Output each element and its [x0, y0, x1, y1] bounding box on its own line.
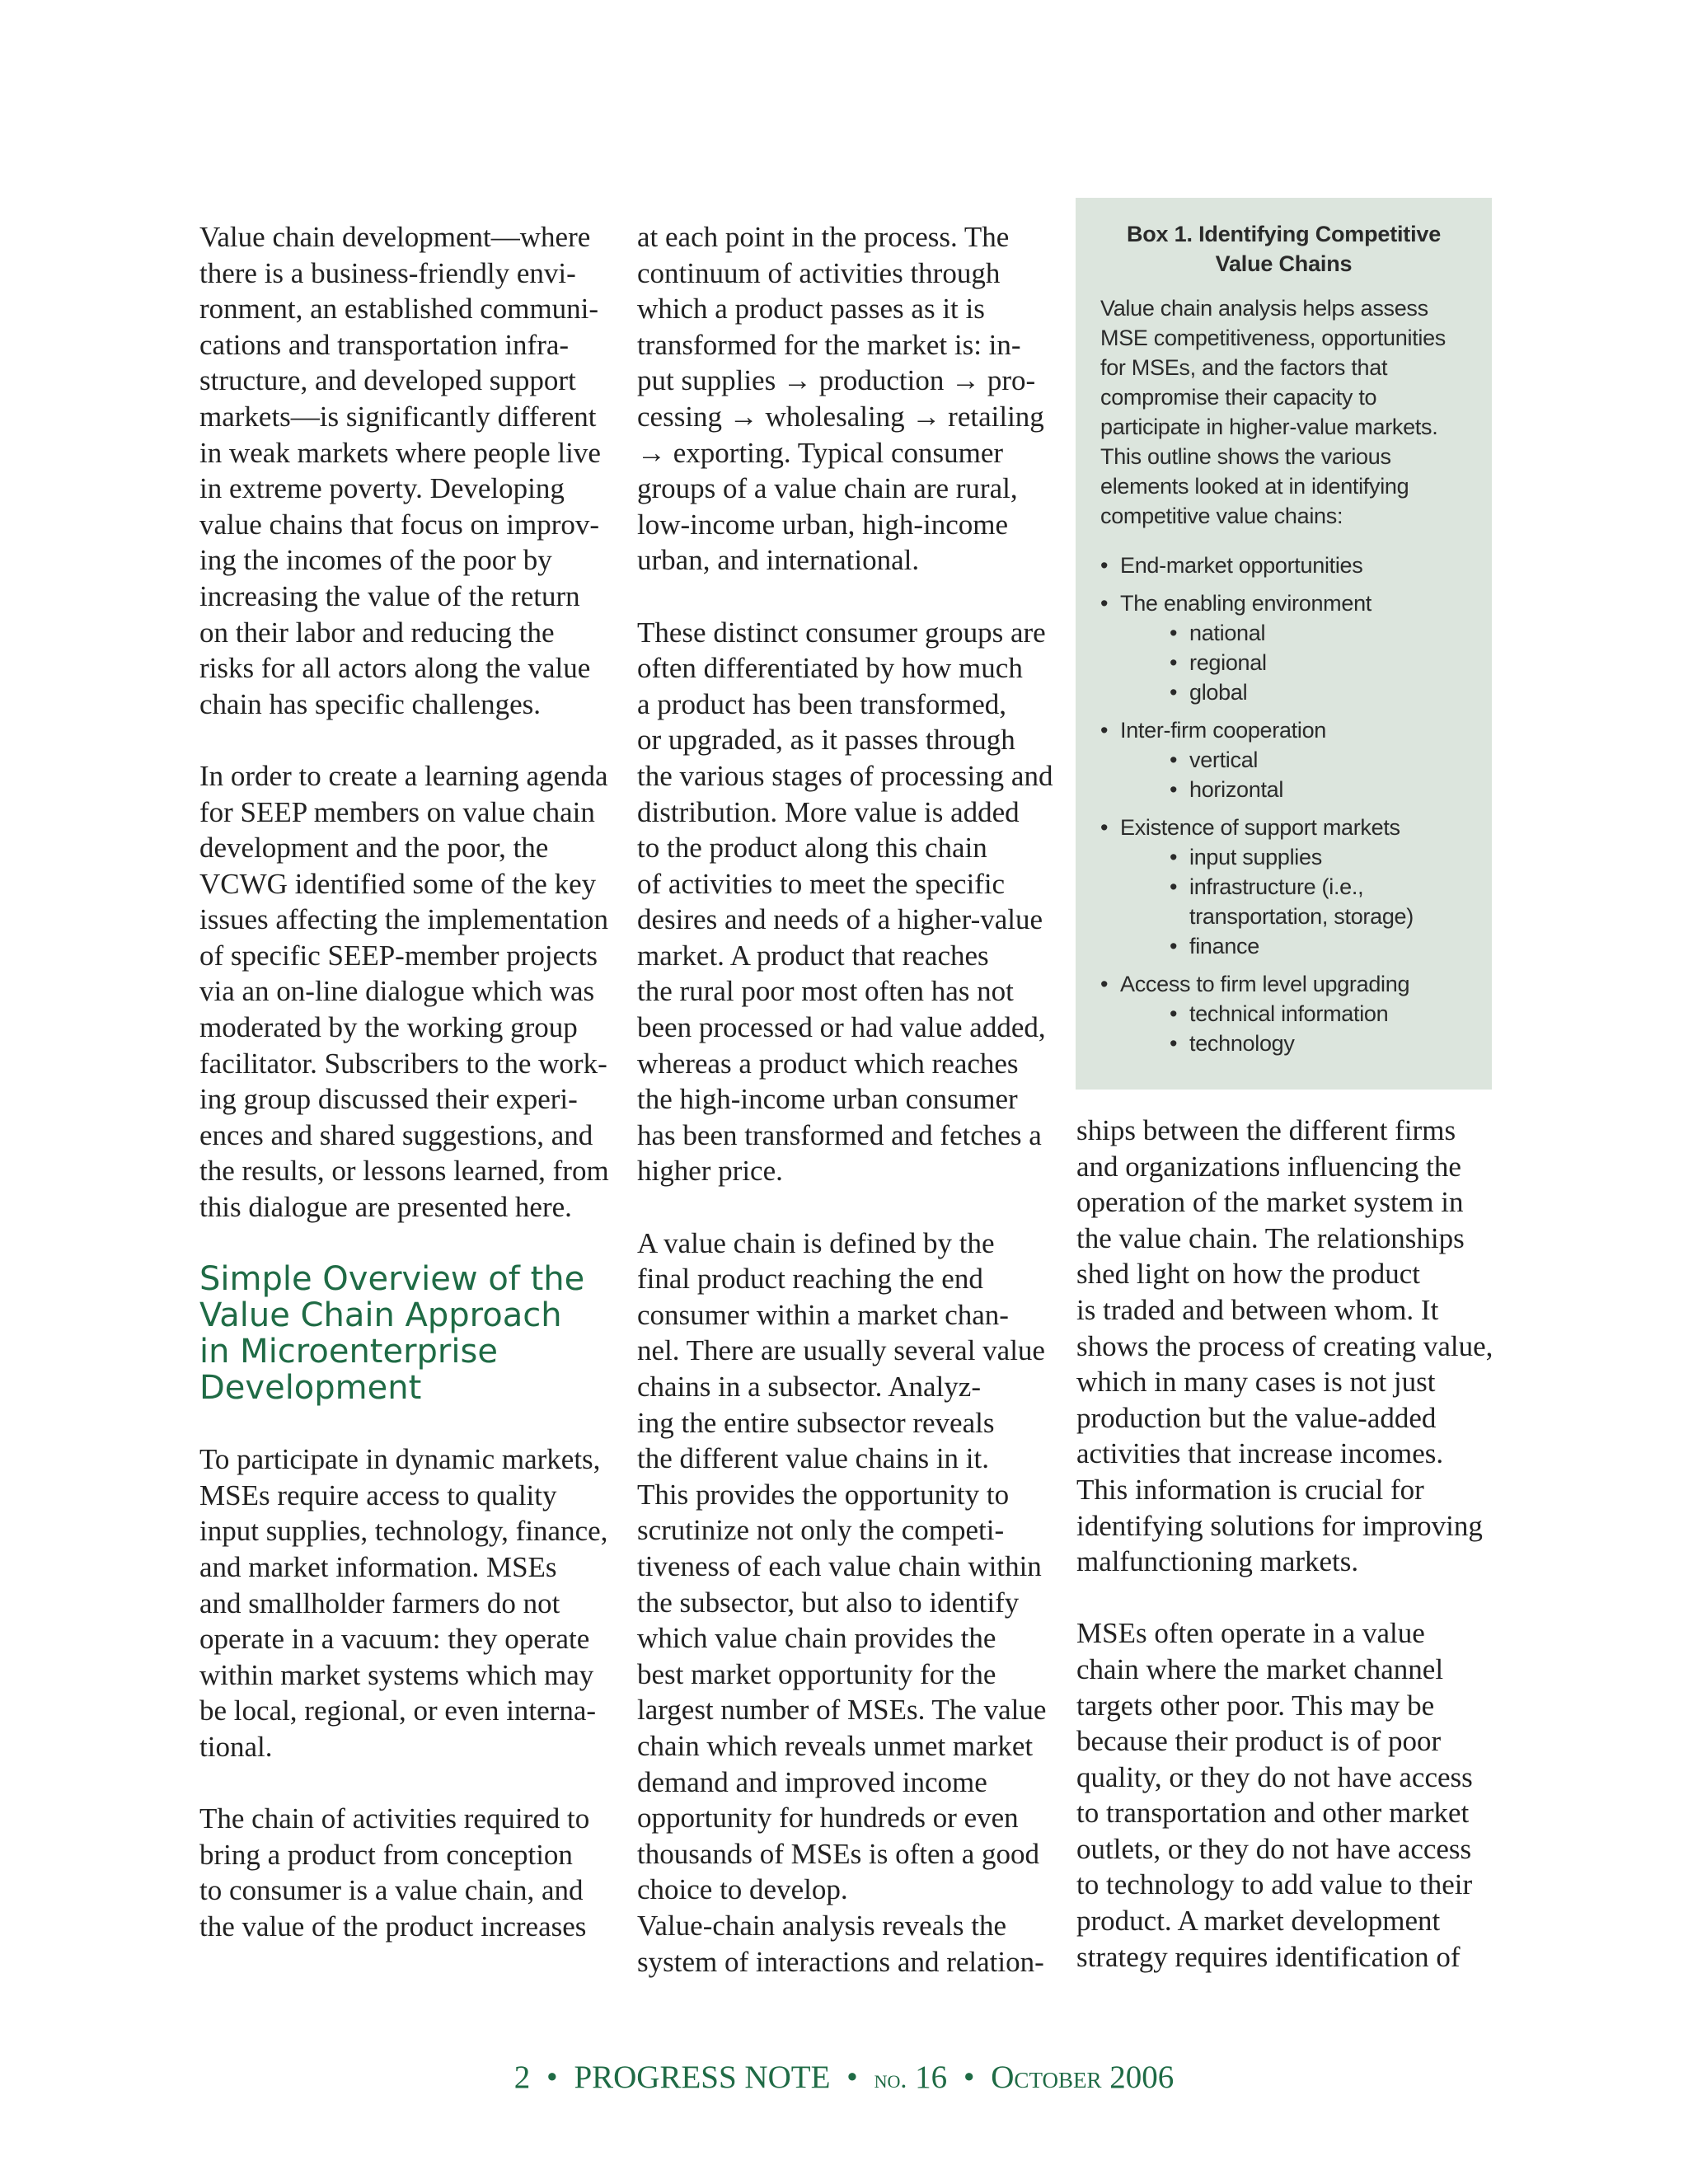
separator-dot: • — [846, 2060, 858, 2095]
body-paragraph: To participate in dynamic markets, MSEs require access to quality input supplies, technology, finance, and market information. MSEs and smallholder farmers do not operate in a vacuum: they operate within market systems which may be local, regional, or even interna- tional. — [199, 1443, 608, 1763]
sub-list-item: • technical information — [1170, 999, 1467, 1029]
list-item — [1100, 715, 1467, 804]
sub-list-item: • regional — [1170, 648, 1467, 677]
list-item-label: Inter-firm cooperation — [1120, 718, 1327, 743]
body-paragraph: Value chain development—where there is a business-friendly envi- ronment, an established communi- cations and transportation infra- structure, and developed support markets—is significantly different in weak markets where people live in extreme poverty. Developing value chains that focus on improv- ing the incomes of the poor by increasing the value of the return on their labor and reducing the risks for all actors along the value chain has specific challenges. — [199, 221, 601, 720]
separator-dot: • — [963, 2060, 975, 2095]
box-outline-list — [1100, 551, 1467, 1058]
page-number: 2 — [513, 2060, 531, 2095]
list-item — [1100, 969, 1467, 1058]
issue-prefix: no. — [874, 2064, 907, 2093]
sub-list-item: • technology — [1170, 1029, 1467, 1058]
sub-list-item: • global — [1170, 677, 1467, 707]
list-item — [1100, 588, 1467, 707]
body-paragraph: In order to create a learning agenda for SEEP members on value chain development and the poor, the VCWG identified some of the key issues affecting the implementation of specific SEEP-member projects via an on-line dialogue which was moderated by the working group facilitator. Subscribers to the work- ing group discussed their experi- ences and shared suggestions, and the results, or lessons learned, from this dialogue are presented here. — [199, 759, 609, 1224]
section-heading: Simple Overview of the Value Chain Approach in Microenterprise Development — [199, 1260, 585, 1408]
list-item — [1100, 813, 1467, 961]
sub-list-item: • horizontal — [1170, 775, 1467, 804]
body-paragraph: The chain of activities required to bring a product from conception to consumer is a value chain, and the value of the product increases — [199, 1802, 590, 1943]
body-paragraph: at each point in the process. The continuum of activities through which a product passes as it is transformed for the market is: in- put supplies → production → pro- cessing → wholesaling → retailing → exporting. Typical consumer groups of a value chain are rural, low-income urban, high-income urban, and international. — [637, 221, 1044, 577]
sub-list — [1120, 842, 1467, 961]
list-item-label: End-market opportunities — [1120, 553, 1363, 578]
list-item — [1100, 551, 1467, 580]
right-column — [1076, 1113, 1497, 1975]
body-paragraph: MSEs often operate in a value chain where the market channel targets other poor. This may be because their product is of poor quality, or they do not have access to transportation and other market outlets, or they do not have access to technology to add value to their product. A market development strategy requires identification of — [1076, 1617, 1473, 1973]
separator-dot: • — [546, 2060, 558, 2095]
body-paragraph: These distinct consumer groups are often differentiated by how much a product has been transformed, or upgraded, as it passes through the various stages of processing and distribution. More value is added to the product along this chain of activities to meet the specific desires and needs of a higher-value market. A product that reaches the rural poor most often has not been processed or had value added, whereas a product which reaches the high-income urban consumer has been transformed and fetches a higher price. — [637, 616, 1053, 1188]
issue-number: 16 — [915, 2060, 948, 2095]
box-intro: Value chain analysis helps assess MSE competitiveness, opportunities for MSEs, and the factors that compromise their capacity to participate in higher-value markets. This outline shows the various elements looked at in identifying competitive value chains: — [1100, 296, 1447, 528]
sub-list — [1120, 745, 1467, 804]
page-footer — [0, 2059, 1688, 2096]
sub-list-item: • finance — [1170, 931, 1467, 961]
body-paragraph: ships between the different firms and organizations influencing the operation of the market system in the value chain. The relationships shed light on how the product is traded and between whom. It shows the process of creating value, which in many cases is not just production but the value-added activities that increase incomes. This information is crucial for identifying solutions for improving malfunctioning markets. — [1076, 1114, 1493, 1578]
body-paragraph: Value-chain analysis reveals the system of interactions and relation- — [637, 1909, 1044, 1978]
publication-title: PROGRESS NOTE — [574, 2060, 831, 2095]
list-item-label: Access to firm level upgrading — [1120, 972, 1410, 996]
sub-list-item: • input supplies — [1170, 842, 1467, 872]
sidebar-box — [1076, 198, 1492, 1090]
issue-date: October 2006 — [991, 2060, 1175, 2095]
list-item-label: Existence of support markets — [1120, 815, 1400, 840]
sub-list-item: • vertical — [1170, 745, 1467, 775]
sub-list-item: • infrastructure (i.e., transportation, storage) — [1170, 872, 1467, 931]
sub-list — [1120, 618, 1467, 707]
left-column — [199, 219, 620, 1945]
sub-list-item: • national — [1170, 618, 1467, 648]
middle-column — [637, 219, 1057, 1980]
box-title: Box 1. Identifying Competitive Value Chains — [1126, 222, 1442, 276]
sub-list — [1120, 999, 1467, 1058]
list-item-label: The enabling environment — [1120, 591, 1372, 616]
body-paragraph: A value chain is defined by the final product reaching the end consumer within a market chan- nel. There are usually several value chains in a subsector. Analyz- ing the entire subsector reveals the different value chains in it. This provides the opportunity to scrutinize not only the competi- tiveness of each value chain within the subsector, but also to identify which value chain provides the best market opportunity for the largest number of MSEs. The value chain which reveals unmet market demand and improved income opportunity for hundreds or even thousands of MSEs is often a good choice to develop. — [637, 1226, 1047, 1906]
